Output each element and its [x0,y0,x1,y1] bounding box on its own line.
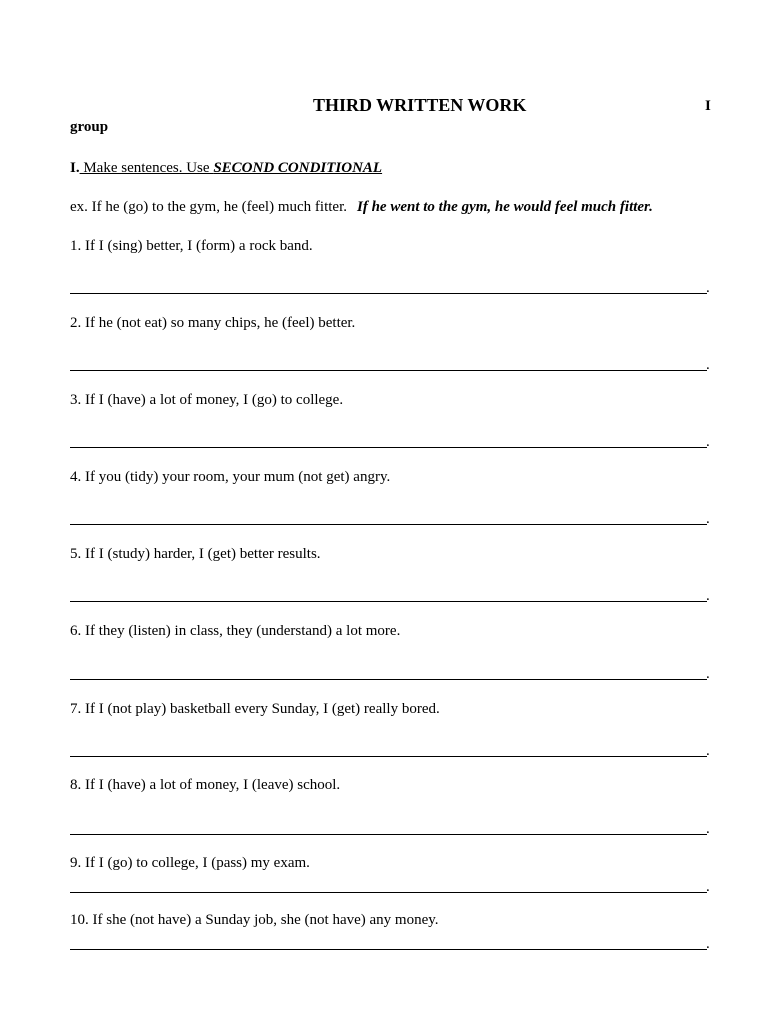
question-6: 6. If they (listen) in class, they (understand) a lot more. [70,623,401,639]
instruction-emphasis: SECOND CONDITIONAL [213,160,383,176]
answer-line-end-3: . [706,434,710,450]
answer-line-end-10: . [706,936,710,952]
answer-line-end-8: . [706,821,710,837]
answer-line-end-5: . [706,588,710,604]
answer-line-end-9: . [706,879,710,895]
answer-line-end-1: . [706,280,710,296]
example [70,199,653,216]
answer-line-3[interactable] [70,447,707,448]
answer-line-end-7: . [706,743,710,759]
page-title: THIRD WRITTEN WORK [313,95,527,115]
answer-line-5[interactable] [70,601,707,602]
question-4: 4. If you (tidy) your room, your mum (not get) angry. [70,469,391,485]
answer-line-7[interactable] [70,756,707,757]
question-7: 7. If I (not play) basketball every Sunday, I (get) really bored. [70,701,440,717]
answer-line-9[interactable] [70,892,707,893]
question-9: 9. If I (go) to college, I (pass) my exam. [70,855,310,871]
question-10: 10. If she (not have) a Sunday job, she (not have) any money. [70,912,439,928]
answer-line-end-4: . [706,511,710,527]
answer-line-2[interactable] [70,370,707,371]
example-prompt: ex. If he (go) to the gym, he (feel) much fitter. [70,199,347,215]
question-3: 3. If I (have) a lot of money, I (go) to college. [70,392,344,408]
example-answer: If he went to the gym, he would feel much fitter. [356,199,653,215]
question-1: 1. If I (sing) better, I (form) a rock band. [70,238,313,254]
group-label: group [70,119,109,135]
answer-line-6[interactable] [70,679,707,680]
answer-line-8[interactable] [70,834,707,835]
instruction-text: Make sentences. Use [79,160,214,176]
instruction-number: I. [70,160,80,176]
question-5: 5. If I (study) harder, I (get) better results. [70,546,321,562]
instruction [70,160,382,177]
question-8: 8. If I (have) a lot of money, I (leave) school. [70,777,341,793]
answer-line-end-2: . [706,357,710,373]
group-number: I [705,98,711,114]
answer-line-10[interactable] [70,949,707,950]
answer-line-1[interactable] [70,293,707,294]
question-2: 2. If he (not eat) so many chips, he (feel) better. [70,315,356,331]
answer-line-4[interactable] [70,524,707,525]
answer-line-end-6: . [706,666,710,682]
